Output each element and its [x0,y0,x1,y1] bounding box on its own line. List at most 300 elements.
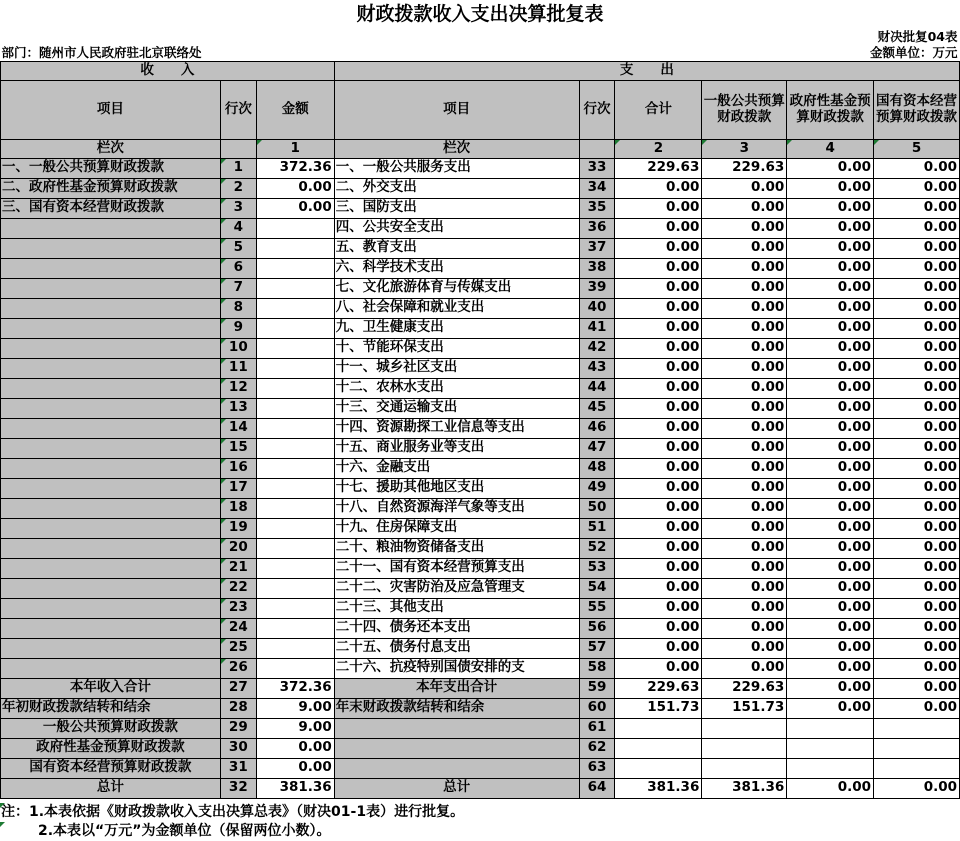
expense-total: 0.00 [615,378,702,398]
expense-total: 0.00 [615,478,702,498]
col-number: 5 [874,139,960,158]
expense-general-budget: 0.00 [702,538,787,558]
table-row [1,498,960,518]
expense-general-budget: 0.00 [702,218,787,238]
income-amount [256,658,334,678]
expense-item: 十四、资源勘探工业信息等支出 [334,418,579,438]
income-amount [256,398,334,418]
income-item [1,558,221,578]
income-item [1,298,221,318]
summary-expense-row-number: 62 [579,738,615,758]
summary-expense-general-budget: 381.36 [702,778,787,798]
expense-item: 二十四、债务还本支出 [334,618,579,638]
expense-row-number: 43 [579,358,615,378]
notes [0,803,960,841]
expense-row-number: 37 [579,238,615,258]
income-row-number: 7 [220,278,256,298]
table-row [1,598,960,618]
income-row-number: 11 [220,358,256,378]
expense-total: 0.00 [615,298,702,318]
expense-general-budget: 0.00 [702,498,787,518]
expense-row-number: 58 [579,658,615,678]
income-item [1,638,221,658]
expense-state-capital: 0.00 [874,418,960,438]
note-1: 注：1.本表依据《财政拨款收入支出决算总表》（财决01-1表）进行批复。 [0,803,960,822]
expense-total: 0.00 [615,618,702,638]
expense-total: 0.00 [615,658,702,678]
expense-general-budget: 0.00 [702,418,787,438]
income-amount [256,638,334,658]
expense-general-budget: 0.00 [702,398,787,418]
expense-row-number: 40 [579,298,615,318]
expense-item-header: 项目 [334,80,579,139]
expense-row-number: 54 [579,578,615,598]
summary-income-row-number: 28 [220,698,256,718]
summary-income-item: 总计 [1,778,221,798]
expense-row-number: 41 [579,318,615,338]
income-item: 一、一般公共预算财政拨款 [1,158,221,178]
expense-item: 一、一般公共服务支出 [334,158,579,178]
expense-total: 0.00 [615,318,702,338]
expense-general-budget: 0.00 [702,658,787,678]
income-item [1,458,221,478]
expense-gov-fund: 0.00 [787,318,874,338]
expense-row-number: 47 [579,438,615,458]
table-row [1,618,960,638]
expense-state-capital: 0.00 [874,598,960,618]
income-item: 二、政府性基金预算财政拨款 [1,178,221,198]
summary-expense-gov-fund [787,738,874,758]
expense-state-capital: 0.00 [874,358,960,378]
expense-gov-fund: 0.00 [787,298,874,318]
col-label-blank [579,139,615,158]
expense-state-capital: 0.00 [874,338,960,358]
income-row-number: 16 [220,458,256,478]
expense-row-number: 39 [579,278,615,298]
expense-general-budget: 0.00 [702,278,787,298]
income-amount [256,258,334,278]
col-number: 2 [615,139,702,158]
expense-state-capital: 0.00 [874,638,960,658]
expense-row-number: 34 [579,178,615,198]
expense-total: 0.00 [615,498,702,518]
expense-total: 0.00 [615,278,702,298]
expense-total: 0.00 [615,538,702,558]
expense-row-number: 53 [579,558,615,578]
expense-item: 十三、交通运输支出 [334,398,579,418]
income-item [1,538,221,558]
income-row-number: 12 [220,378,256,398]
summary-expense-row-number: 61 [579,718,615,738]
expense-gov-fund: 0.00 [787,638,874,658]
expense-total: 0.00 [615,598,702,618]
expense-general-budget: 0.00 [702,258,787,278]
expense-item: 十二、农林水支出 [334,378,579,398]
expense-state-capital: 0.00 [874,218,960,238]
income-row-number: 26 [220,658,256,678]
expense-total: 0.00 [615,258,702,278]
expense-item: 十七、援助其他地区支出 [334,478,579,498]
expense-state-capital: 0.00 [874,478,960,498]
department-label: 部门：随州市人民政府驻北京联络处 [1,45,202,60]
expense-total: 0.00 [615,218,702,238]
income-amount [256,518,334,538]
expense-row-number: 45 [579,398,615,418]
gov-fund-header: 政府性基金预算财政拨款 [787,80,874,139]
expense-gov-fund: 0.00 [787,518,874,538]
expense-general-budget: 0.00 [702,618,787,638]
expense-general-budget: 0.00 [702,238,787,258]
income-amount [256,418,334,438]
table-row [1,538,960,558]
income-amount [256,558,334,578]
income-row-number: 25 [220,638,256,658]
summary-income-row-number: 32 [220,778,256,798]
table-row [1,578,960,598]
income-amount-header: 金额 [256,80,334,139]
expense-row-number: 52 [579,538,615,558]
expense-total: 0.00 [615,338,702,358]
income-amount [256,618,334,638]
income-row-number: 9 [220,318,256,338]
summary-expense-gov-fund: 0.00 [787,698,874,718]
table-row [1,638,960,658]
table-row [1,238,960,258]
summary-expense-state-capital: 0.00 [874,778,960,798]
expense-general-budget: 0.00 [702,518,787,538]
expense-state-capital: 0.00 [874,238,960,258]
table-row [1,518,960,538]
col-number: 4 [787,139,874,158]
income-item-header: 项目 [1,80,221,139]
expense-item: 三、国防支出 [334,198,579,218]
expense-gov-fund: 0.00 [787,418,874,438]
expense-item: 二十一、国有资本经营预算支出 [334,558,579,578]
expense-general-budget: 0.00 [702,358,787,378]
income-row-number: 21 [220,558,256,578]
summary-income-item: 政府性基金预算财政拨款 [1,738,221,758]
income-item [1,218,221,238]
income-row-number: 15 [220,438,256,458]
expense-gov-fund: 0.00 [787,618,874,638]
income-row-number: 4 [220,218,256,238]
summary-income-amount: 9.00 [256,698,334,718]
summary-income-item: 一般公共预算财政拨款 [1,718,221,738]
expense-total: 0.00 [615,198,702,218]
expense-gov-fund: 0.00 [787,198,874,218]
expense-state-capital: 0.00 [874,158,960,178]
expense-item: 九、卫生健康支出 [334,318,579,338]
expense-gov-fund: 0.00 [787,238,874,258]
expense-row-number: 38 [579,258,615,278]
income-item: 三、国有资本经营财政拨款 [1,198,221,218]
expense-state-capital: 0.00 [874,278,960,298]
income-row-number: 2 [220,178,256,198]
income-item [1,438,221,458]
summary-expense-general-budget [702,758,787,778]
income-item [1,318,221,338]
general-budget-header: 一般公共预算财政拨款 [702,80,787,139]
expense-gov-fund: 0.00 [787,278,874,298]
income-row-number: 1 [220,158,256,178]
col-label-right: 栏次 [334,139,579,158]
table-row [1,278,960,298]
col-number: 1 [256,139,334,158]
income-amount [256,378,334,398]
summary-expense-item: 总计 [334,778,579,798]
expense-total: 0.00 [615,418,702,438]
expense-header: 支 出 [334,61,959,80]
income-item [1,258,221,278]
income-row-number: 20 [220,538,256,558]
expense-item: 六、科学技术支出 [334,258,579,278]
income-item [1,598,221,618]
expense-gov-fund: 0.00 [787,378,874,398]
table-row [1,178,960,198]
income-item [1,238,221,258]
page-title: 财政拨款收入支出决算批复表 [356,3,604,25]
income-row-number: 6 [220,258,256,278]
summary-income-item: 年初财政拨款结转和结余 [1,698,221,718]
summary-row [1,718,960,738]
summary-expense-gov-fund: 0.00 [787,678,874,698]
income-amount [256,358,334,378]
expense-state-capital: 0.00 [874,438,960,458]
summary-income-row-number: 31 [220,758,256,778]
expense-state-capital: 0.00 [874,518,960,538]
income-amount [256,458,334,478]
expense-general-budget: 0.00 [702,198,787,218]
income-amount: 372.36 [256,158,334,178]
expense-gov-fund: 0.00 [787,358,874,378]
summary-expense-gov-fund: 0.00 [787,778,874,798]
summary-expense-item [334,738,579,758]
expense-total: 0.00 [615,358,702,378]
expense-general-budget: 229.63 [702,158,787,178]
income-item [1,618,221,638]
table-row [1,418,960,438]
table-row [1,358,960,378]
income-item [1,578,221,598]
summary-expense-row-number: 60 [579,698,615,718]
expense-item: 二十、粮油物资储备支出 [334,538,579,558]
income-item [1,378,221,398]
table-row [1,338,960,358]
income-item [1,418,221,438]
expense-gov-fund: 0.00 [787,178,874,198]
summary-expense-general-budget [702,718,787,738]
income-item [1,278,221,298]
expense-state-capital: 0.00 [874,318,960,338]
income-amount [256,318,334,338]
summary-income-row-number: 29 [220,718,256,738]
summary-expense-total: 381.36 [615,778,702,798]
summary-expense-state-capital: 0.00 [874,678,960,698]
table-row [1,458,960,478]
expense-gov-fund: 0.00 [787,338,874,358]
income-header: 收 入 [1,61,335,80]
expense-row-number: 50 [579,498,615,518]
expense-item: 二、外交支出 [334,178,579,198]
summary-expense-item [334,718,579,738]
expense-gov-fund: 0.00 [787,598,874,618]
summary-expense-item: 年末财政拨款结转和结余 [334,698,579,718]
income-amount [256,578,334,598]
expense-item: 七、文化旅游体育与传媒支出 [334,278,579,298]
income-row-number: 5 [220,238,256,258]
income-amount [256,478,334,498]
income-amount [256,278,334,298]
summary-income-row-number: 27 [220,678,256,698]
table-row [1,658,960,678]
summary-income-amount: 381.36 [256,778,334,798]
income-item [1,498,221,518]
expense-total: 0.00 [615,398,702,418]
expense-general-budget: 0.00 [702,178,787,198]
income-amount: 0.00 [256,178,334,198]
summary-income-amount: 0.00 [256,738,334,758]
total-header: 合计 [615,80,702,139]
summary-row [1,738,960,758]
summary-income-item: 国有资本经营预算财政拨款 [1,758,221,778]
expense-total: 0.00 [615,558,702,578]
expense-item: 八、社会保障和就业支出 [334,298,579,318]
table-row [1,398,960,418]
col-label-blank [220,139,256,158]
expense-general-budget: 0.00 [702,298,787,318]
summary-expense-total: 229.63 [615,678,702,698]
income-item [1,658,221,678]
income-row-number: 24 [220,618,256,638]
expense-state-capital: 0.00 [874,618,960,638]
table-row [1,478,960,498]
income-rowno-header: 行次 [220,80,256,139]
expense-total: 229.63 [615,158,702,178]
expense-rowno-header: 行次 [579,80,615,139]
expense-item: 十九、住房保障支出 [334,518,579,538]
expense-row-number: 36 [579,218,615,238]
expense-item: 二十六、抗疫特别国债安排的支 [334,658,579,678]
expense-state-capital: 0.00 [874,178,960,198]
expense-gov-fund: 0.00 [787,398,874,418]
summary-income-amount: 372.36 [256,678,334,698]
form-code: 财决批复04表 [877,29,958,44]
expense-gov-fund: 0.00 [787,658,874,678]
expense-gov-fund: 0.00 [787,458,874,478]
summary-row [1,758,960,778]
table-row [1,258,960,278]
expense-state-capital: 0.00 [874,538,960,558]
expense-general-budget: 0.00 [702,578,787,598]
income-row-number: 18 [220,498,256,518]
income-amount [256,218,334,238]
expense-row-number: 56 [579,618,615,638]
income-amount [256,298,334,318]
summary-expense-total [615,758,702,778]
summary-income-amount: 9.00 [256,718,334,738]
summary-row [1,678,960,698]
income-row-number: 22 [220,578,256,598]
expense-item: 五、教育支出 [334,238,579,258]
expense-row-number: 35 [579,198,615,218]
expense-row-number: 33 [579,158,615,178]
expense-general-budget: 0.00 [702,318,787,338]
summary-expense-total: 151.73 [615,698,702,718]
expense-total: 0.00 [615,178,702,198]
table-row [1,558,960,578]
table-row [1,198,960,218]
income-item [1,518,221,538]
expense-state-capital: 0.00 [874,198,960,218]
expense-total: 0.00 [615,638,702,658]
expense-item: 二十五、债务付息支出 [334,638,579,658]
expense-row-number: 49 [579,478,615,498]
expense-gov-fund: 0.00 [787,558,874,578]
income-amount [256,598,334,618]
expense-item: 二十三、其他支出 [334,598,579,618]
income-item [1,478,221,498]
table-row [1,298,960,318]
expense-item: 十、节能环保支出 [334,338,579,358]
summary-row [1,698,960,718]
expense-item: 十一、城乡社区支出 [334,358,579,378]
summary-expense-general-budget: 151.73 [702,698,787,718]
unit-label: 金额单位：万元 [869,45,958,60]
expense-general-budget: 0.00 [702,598,787,618]
state-capital-header: 国有资本经营预算财政拨款 [874,80,960,139]
expense-gov-fund: 0.00 [787,258,874,278]
summary-expense-item [334,758,579,778]
expense-item: 十五、商业服务业等支出 [334,438,579,458]
expense-general-budget: 0.00 [702,378,787,398]
income-amount [256,338,334,358]
expense-gov-fund: 0.00 [787,478,874,498]
income-row-number: 19 [220,518,256,538]
expense-row-number: 51 [579,518,615,538]
income-row-number: 13 [220,398,256,418]
expense-row-number: 55 [579,598,615,618]
expense-row-number: 44 [579,378,615,398]
expense-gov-fund: 0.00 [787,578,874,598]
expense-state-capital: 0.00 [874,458,960,478]
expense-general-budget: 0.00 [702,458,787,478]
col-number: 3 [702,139,787,158]
expense-gov-fund: 0.00 [787,438,874,458]
expense-total: 0.00 [615,518,702,538]
expense-gov-fund: 0.00 [787,498,874,518]
summary-expense-gov-fund [787,758,874,778]
table-row [1,158,960,178]
expense-state-capital: 0.00 [874,658,960,678]
expense-gov-fund: 0.00 [787,158,874,178]
income-item [1,398,221,418]
summary-expense-general-budget: 229.63 [702,678,787,698]
summary-expense-state-capital [874,738,960,758]
summary-expense-row-number: 64 [579,778,615,798]
income-row-number: 3 [220,198,256,218]
expense-total: 0.00 [615,458,702,478]
income-row-number: 14 [220,418,256,438]
income-amount [256,538,334,558]
summary-expense-item: 本年支出合计 [334,678,579,698]
income-row-number: 17 [220,478,256,498]
expense-state-capital: 0.00 [874,298,960,318]
table-row [1,438,960,458]
summary-income-item: 本年收入合计 [1,678,221,698]
expense-state-capital: 0.00 [874,258,960,278]
income-amount [256,238,334,258]
expense-total: 0.00 [615,238,702,258]
